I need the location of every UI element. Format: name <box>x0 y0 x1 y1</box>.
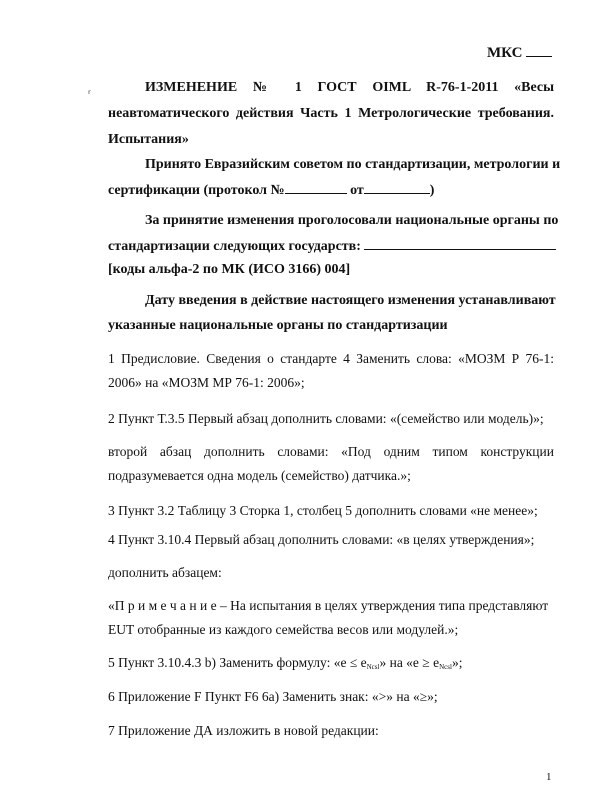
voting-states-label: стандартизации следующих государств: <box>108 239 361 254</box>
title-line-2: неавтоматического действия Часть 1 Метрологические требования. <box>108 106 554 121</box>
item-6: 6 Приложение F Пункт F6 6а) Заменить знак: «>» на «≥»; <box>108 689 438 704</box>
protocol-date-blank <box>364 181 430 194</box>
protocol-number-blank <box>285 181 347 194</box>
item-5-suffix: »; <box>451 655 463 670</box>
title-word-1: ИЗМЕНЕНИЕ № 1 <box>145 80 302 95</box>
item-4: 4 Пункт 3.10.4 Первый абзац дополнить словами: «в целях утверждения»; <box>108 532 535 547</box>
page-number: 1 <box>546 771 552 783</box>
voting-line-2 <box>108 237 556 255</box>
note-line-2: EUT отобранные из каждого семейства весов или модулей.»; <box>108 622 459 637</box>
title-word-5: «Весы <box>514 80 555 95</box>
item-1-line-1: 1 Предисловие. Сведения о стандарте 4 Заменить слова: «МОЗМ Р 76-1: <box>108 351 554 366</box>
voting-line-1: За принятие изменения проголосовали национальные органы по <box>145 213 559 228</box>
accepted-line-1: Принято Евразийским советом по стандартизации, метрологии и <box>145 157 561 172</box>
side-mark: ᵣ <box>88 84 91 97</box>
voting-states-blank <box>364 237 556 250</box>
title-line-1 <box>145 80 554 96</box>
protocol-label: сертификации (протокол № <box>108 183 285 198</box>
item-5-sub-1: Ncsl <box>366 663 380 671</box>
title-word-2: ГОСТ <box>317 80 357 95</box>
item-5 <box>108 654 462 676</box>
mks-text: МКС <box>487 45 523 61</box>
intro-line-2: указанные национальные органы по стандартизации <box>108 318 448 333</box>
item-5-sub-2: Ncsl <box>439 663 452 671</box>
item-5-mid: » на «e ≥ e <box>379 655 440 670</box>
title-word-4: R-76-1-2011 <box>426 80 499 95</box>
item-2b-line-2: подразумевается одна модель (семейство) датчика.»; <box>108 468 411 483</box>
mks-blank <box>526 44 552 57</box>
note-line-1: «П р и м е ч а н и е – На испытания в целях утверждения типа представляют <box>108 598 549 613</box>
item-4b: дополнить абзацем: <box>108 565 222 580</box>
item-1-line-2: 2006» на «МОЗМ МР 76-1: 2006»; <box>108 375 305 390</box>
title-line-3: Испытания» <box>108 132 189 147</box>
accepted-line-2 <box>108 181 434 199</box>
protocol-date-label: от <box>350 183 364 198</box>
intro-line-1: Дату введения в действие настоящего изменения устанавливают <box>145 293 556 308</box>
item-2b-line-1: второй абзац дополнить словами: «Под одним типом конструкции <box>108 444 554 459</box>
title-word-3: OIML <box>372 80 411 95</box>
item-5-prefix: 5 Пункт 3.10.4.3 b) Заменить формулу: «e ≤ e <box>108 655 367 670</box>
item-2: 2 Пункт Т.3.5 Первый абзац дополнить словами: «(семейство или модель)»; <box>108 411 544 426</box>
voting-line-3: [коды альфа-2 по МК (ИСО 3166) 004] <box>108 262 351 277</box>
mks-label <box>487 44 552 62</box>
protocol-close: ) <box>429 183 435 198</box>
item-3: 3 Пункт 3.2 Таблицу 3 Сторка 1, столбец 5 дополнить словами «не менее»; <box>108 503 538 518</box>
item-7: 7 Приложение ДА изложить в новой редакции: <box>108 723 379 738</box>
